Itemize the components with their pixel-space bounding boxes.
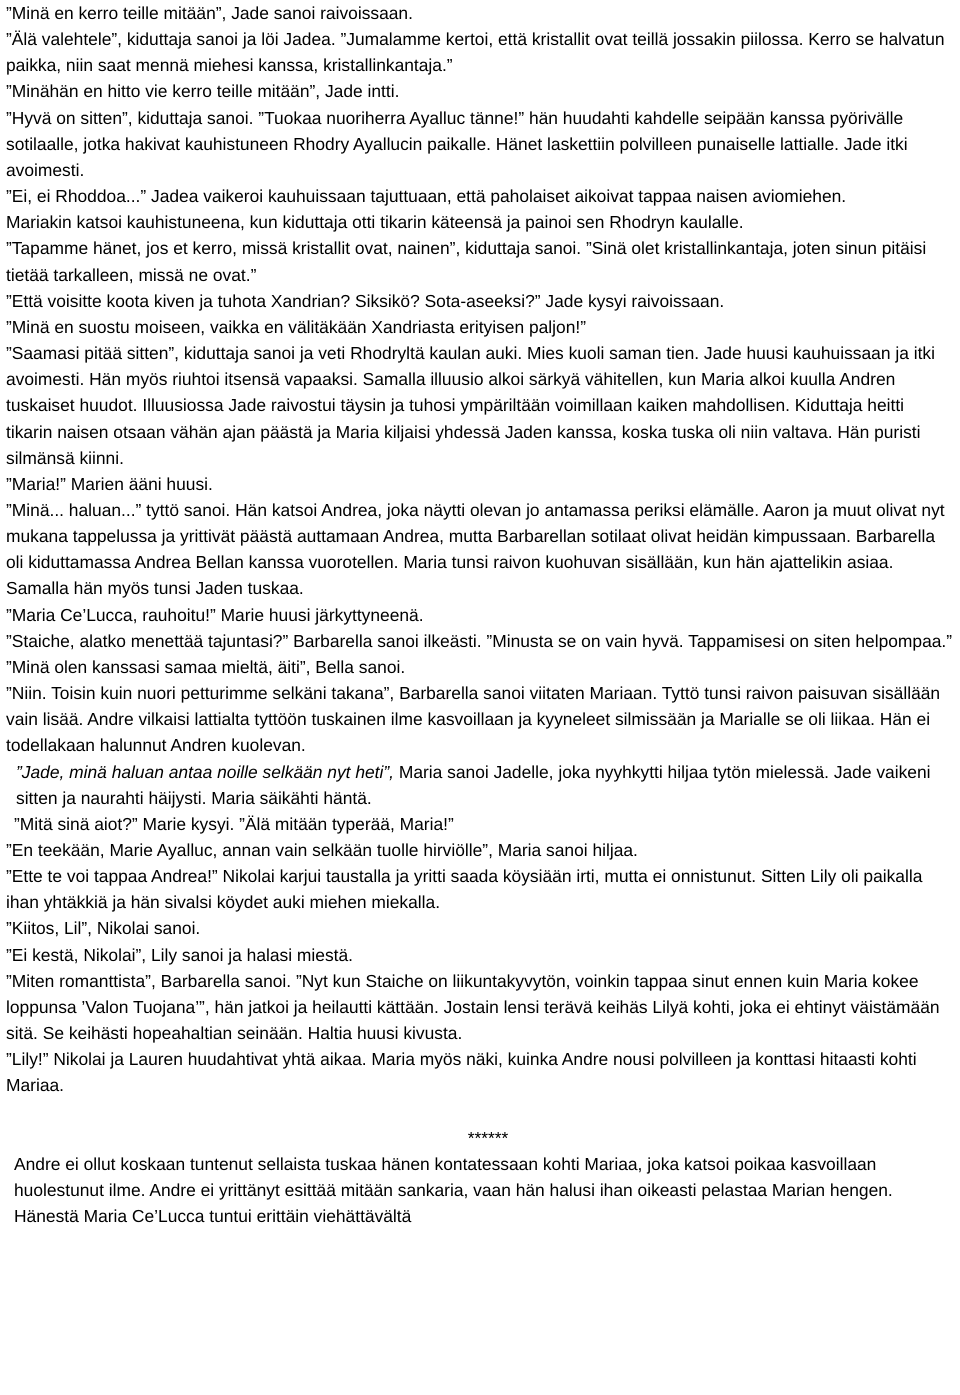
paragraph: ”En teekään, Marie Ayalluc, annan vain selkään tuolle hirviölle”, Maria sanoi hiljaa. <box>6 840 638 860</box>
paragraph: Andre ei ollut koskaan tuntenut sellaista tuskaa hänen kontatessaan kohti Mariaa, joka katsoi poikaa kasvoillaan huolestunut ilme. Andre ei yrittänyt esittää mitään sankaria, vaan hän halusi ihan oikeasti pelastaa Marian hengen. Hänestä Maria Ce’Lucca tuntui erittäin viehättävältä <box>14 1153 893 1226</box>
paragraph: ”Kiitos, Lil”, Nikolai sanoi. <box>6 918 201 939</box>
paragraph: ”Lily!” Nikolai ja Lauren huudahtivat yhtä aikaa. Maria myös näki, kuinka Andre nousi polvilleen ja konttasi hitaasti kohti Mariaa. <box>6 1049 917 1096</box>
paragraph: ”Mitä sinä aiot?” Marie kysyi. ”Älä mitään typerää, Maria!” <box>14 813 454 834</box>
paragraph: ”Niin. Toisin kuin nuori petturimme selkäni takana”, Barbarella sanoi viitaten Mariaan. Tyttö tunsi raivon paisuvan sisällään vain lisää. Andre vilkaisi lattialta tyttöön tuskainen ilme kasvoillaan ja kyyneleet silmissään ja Marialle se oli liikaa. Hän ei todellakaan halunnut Andren kuolevan. <box>6 683 941 756</box>
paragraph: ”Maria!” Marien ääni huusi. <box>6 473 213 494</box>
paragraph: ”Minä en kerro teille mitään”, Jade sanoi raivoissaan. <box>6 3 413 23</box>
paragraph: ”Älä valehtele”, kiduttaja sanoi ja löi Jadea. ”Jumalamme kertoi, että kristallit ovat teillä jossakin piilossa. Kerro se halvatun paikka, niin saat mennä miehesi kanssa, kristallinkantaja.” <box>6 29 945 76</box>
paragraph: ”Maria Ce’Lucca, rauhoitu!” Marie huusi järkyttyneenä. <box>6 604 424 625</box>
story-text <box>6 0 954 1099</box>
paragraph: Mariakin katsoi kauhistuneena, kun kiduttaja otti tikarin käteensä ja painoi sen Rhodryn kaulalle. <box>6 212 744 233</box>
paragraph: ”Minähän en hitto vie kerro teille mitään”, Jade intti. <box>6 81 400 102</box>
paragraph: ”Tapamme hänet, jos et kerro, missä kristallit ovat, nainen”, kiduttaja sanoi. ”Sinä olet kristallinkantaja, joten sinun pitäisi tietää tarkalleen, missä ne ovat.” <box>6 238 927 285</box>
paragraph: ”Saamasi pitää sitten”, kiduttaja sanoi ja veti Rhodryltä kaulan auki. Mies kuoli saman tien. Jade huusi kauhuissaan ja itki avoimesti. Hän myös riuhtoi itsensä vapaaksi. Samalla illuusio alkoi särkyä vähitellen, kun Maria alkoi kuulla Andren tuskaiset huudot. Illuusiossa Jade raivostui täysin ja tuhosi ympäriltään voimillaan kaiken mahdollisen. Kiduttaja heitti tikarin naisen otsaan vähän ajan päästä ja Maria kiljaisi yhdessä Jaden kanssa, koska tuska oli niin valtava. Hän puristi silmänsä kiinni. <box>6 343 935 468</box>
section-separator <box>6 1099 954 1151</box>
paragraph: ”Miten romanttista”, Barbarella sanoi. ”Nyt kun Staiche on liikuntakyvytön, voinkin tappaa sinut ennen kuin Maria kokee loppunsa ’Valon Tuojana’”, hän jatkoi ja heilautti kättään. Jostain lensi terävä keihäs Lilyä kohti, joka ei ehtinyt väistämään sitä. Se keihästi hopeahaltian seinään. Haltia huusi kivusta. <box>6 970 940 1044</box>
separator-asterisks: ****** <box>467 1127 509 1148</box>
paragraph: ”Minä olen kanssasi samaa mieltä, äiti”, Bella sanoi. <box>6 656 406 677</box>
paragraph: ”Ette te voi tappaa Andrea!” Nikolai karjui taustalla ja yritti saada köysiään irti, mutta ei onnistunut. Sitten Lily oli paikalla ihan yhtäkkiä ja hän sivalsi köydet auki miehen miekalla. <box>6 866 923 913</box>
italic-thought: ”Jade, minä haluan antaa noille selkään nyt heti”, <box>16 761 395 782</box>
next-section-text <box>6 1151 954 1229</box>
paragraph: ”Minä en suostu moiseen, vaikka en välitäkään Xandriasta erityisen paljon!” <box>6 316 586 337</box>
paragraph <box>6 759 954 811</box>
paragraph-text: Maria sanoi Jadelle, joka nyyhkytti hiljaa tytön mielessä. Jade vaikeni sitten ja naurahti häijysti. Maria säikähti häntä. <box>16 761 931 808</box>
paragraph: ”Staiche, alatko menettää tajuntasi?” Barbarella sanoi ilkeästi. ”Minusta se on vain hyvä. Tappamisesi on siten helpompaa.” <box>6 630 953 651</box>
paragraph: ”Ei, ei Rhoddoa...” Jadea vaikeroi kauhuissaan tajuttuaan, että paholaiset aikoivat tappaa naisen aviomiehen. <box>6 186 847 207</box>
paragraph: ”Ei kestä, Nikolai”, Lily sanoi ja halasi miestä. <box>6 944 353 965</box>
paragraph: ”Hyvä on sitten”, kiduttaja sanoi. ”Tuokaa nuoriherra Ayalluc tänne!” hän huudahti kahdelle seipään kanssa pyörivälle sotilaalle, jotka hakivat kauhistuneen Rhodry Ayallucin paikalle. Hänet laskettiin polvilleen punaiselle lattialle. Jade itki avoimesti. <box>6 107 908 180</box>
paragraph: ”Minä... haluan...” tyttö sanoi. Hän katsoi Andrea, joka näytti olevan jo antamassa periksi elämälle. Aaron ja muut olivat nyt mukana tappelussa ja yrittivät päästä auttamaan Andrea, mutta Barbarellan sotilaat olivat heidän kimpussaan. Barbarella oli kiduttamassa Andrea Bellan kanssa vuorotellen. Maria tunsi raivon kuohuvan sisällään, kun hän ajattelikin asiaa. Samalla hän myös tunsi Jaden tuskaa. <box>6 499 945 599</box>
paragraph: ”Että voisitte koota kiven ja tuhota Xandrian? Siksikö? Sota-aseeksi?” Jade kysyi raivoissaan. <box>6 290 725 311</box>
